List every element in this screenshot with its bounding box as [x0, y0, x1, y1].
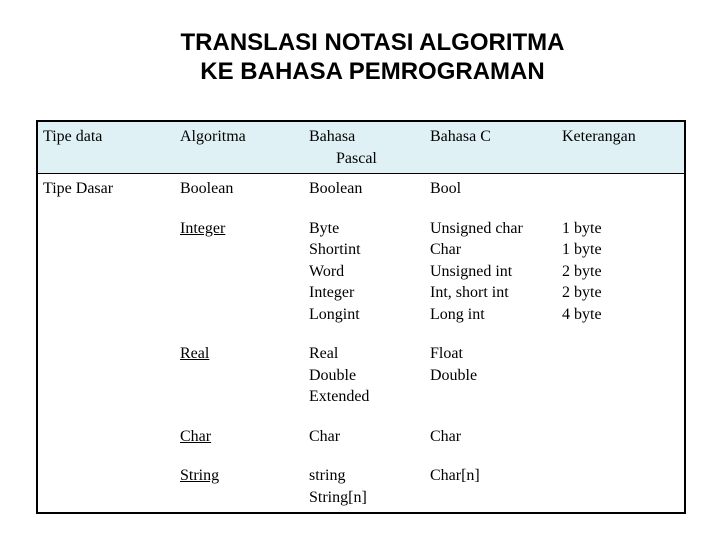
header-bahasa-pascal — [304, 121, 425, 174]
cell-bahasa-c-line: Float — [430, 345, 463, 362]
cell-bahasa-pascal-line: Shortint — [309, 241, 361, 258]
cell-keterangan-line: 2 byte — [562, 284, 602, 301]
cell-keterangan — [557, 174, 685, 214]
cell-algoritma — [175, 174, 304, 214]
cell-keterangan — [557, 214, 685, 340]
cell-algoritma-line: String — [180, 467, 220, 484]
table-row — [37, 422, 685, 462]
cell-bahasa-c-line: Unsigned char — [430, 219, 523, 237]
header-pascal-line2: Pascal — [336, 149, 377, 167]
cell-bahasa-pascal-line: Extended — [309, 388, 370, 405]
cell-bahasa-c-line: Long int — [430, 305, 485, 323]
cell-bahasa-c-line: Double — [430, 366, 478, 384]
cell-bahasa-pascal-line: Double — [309, 366, 357, 384]
cell-keterangan — [557, 339, 685, 422]
cell-bahasa-c-line: Int, short int — [430, 284, 509, 301]
header-tipe-data: Tipe data — [37, 121, 175, 174]
cell-bahasa-pascal-line: Byte — [309, 219, 340, 237]
cell-bahasa-pascal-line: Longint — [309, 305, 360, 323]
cell-bahasa-c-line: Char[n] — [430, 467, 480, 484]
cell-bahasa-c — [425, 461, 557, 513]
cell-bahasa-pascal-line: Char — [309, 427, 341, 445]
cell-keterangan-line: 2 byte — [562, 262, 602, 280]
header-pascal-line1: Bahasa — [309, 128, 356, 145]
cell-bahasa-pascal — [304, 461, 425, 513]
cell-bahasa-c-line: Char — [430, 241, 462, 258]
cell-bahasa-pascal-line: String[n] — [309, 488, 367, 506]
cell-tipe-data — [37, 174, 175, 214]
cell-keterangan-line: 1 byte — [562, 219, 602, 237]
title-line-1: TRANSLASI NOTASI ALGORITMA — [180, 29, 565, 56]
table-row — [37, 214, 685, 340]
cell-bahasa-pascal — [304, 174, 425, 214]
cell-bahasa-c — [425, 422, 557, 462]
cell-algoritma-line: Integer — [180, 219, 226, 237]
cell-bahasa-c — [425, 339, 557, 422]
cell-algoritma-line: Real — [180, 345, 210, 362]
cell-bahasa-pascal-line: Word — [309, 262, 345, 280]
table-row — [37, 174, 685, 214]
title-line-2: KE BAHASA PEMROGRAMAN — [200, 58, 545, 85]
cell-algoritma — [175, 461, 304, 513]
cell-algoritma-line: Char — [180, 427, 212, 445]
cell-tipe-data — [37, 339, 175, 422]
table-header-row — [37, 121, 685, 174]
cell-bahasa-pascal-line: Boolean — [309, 180, 363, 197]
cell-tipe-data — [37, 214, 175, 340]
cell-bahasa-c-line: Char — [430, 427, 462, 445]
cell-keterangan-line: 4 byte — [562, 305, 602, 323]
table-body — [37, 174, 685, 514]
cell-bahasa-pascal-line: Integer — [309, 284, 355, 301]
cell-keterangan-line: 1 byte — [562, 241, 602, 258]
cell-keterangan — [557, 461, 685, 513]
slide-title — [0, 28, 720, 86]
cell-bahasa-c-line: Bool — [430, 180, 462, 197]
cell-bahasa-pascal-line: string — [309, 467, 346, 484]
cell-bahasa-pascal — [304, 422, 425, 462]
cell-keterangan — [557, 422, 685, 462]
cell-bahasa-c-line: Unsigned int — [430, 262, 513, 280]
cell-algoritma — [175, 339, 304, 422]
header-algoritma: Algoritma — [175, 121, 304, 174]
cell-bahasa-c — [425, 214, 557, 340]
header-keterangan: Keterangan — [557, 121, 685, 174]
cell-tipe-data — [37, 422, 175, 462]
cell-bahasa-pascal — [304, 339, 425, 422]
header-bahasa-c: Bahasa C — [425, 121, 557, 174]
cell-tipe-data-line: Tipe Dasar — [43, 180, 114, 197]
translation-table — [36, 120, 686, 514]
cell-algoritma-line: Boolean — [180, 180, 234, 197]
cell-bahasa-pascal-line: Real — [309, 345, 339, 362]
table-row — [37, 339, 685, 422]
table-row — [37, 461, 685, 513]
cell-tipe-data — [37, 461, 175, 513]
cell-bahasa-pascal — [304, 214, 425, 340]
cell-bahasa-c — [425, 174, 557, 214]
cell-algoritma — [175, 214, 304, 340]
cell-algoritma — [175, 422, 304, 462]
